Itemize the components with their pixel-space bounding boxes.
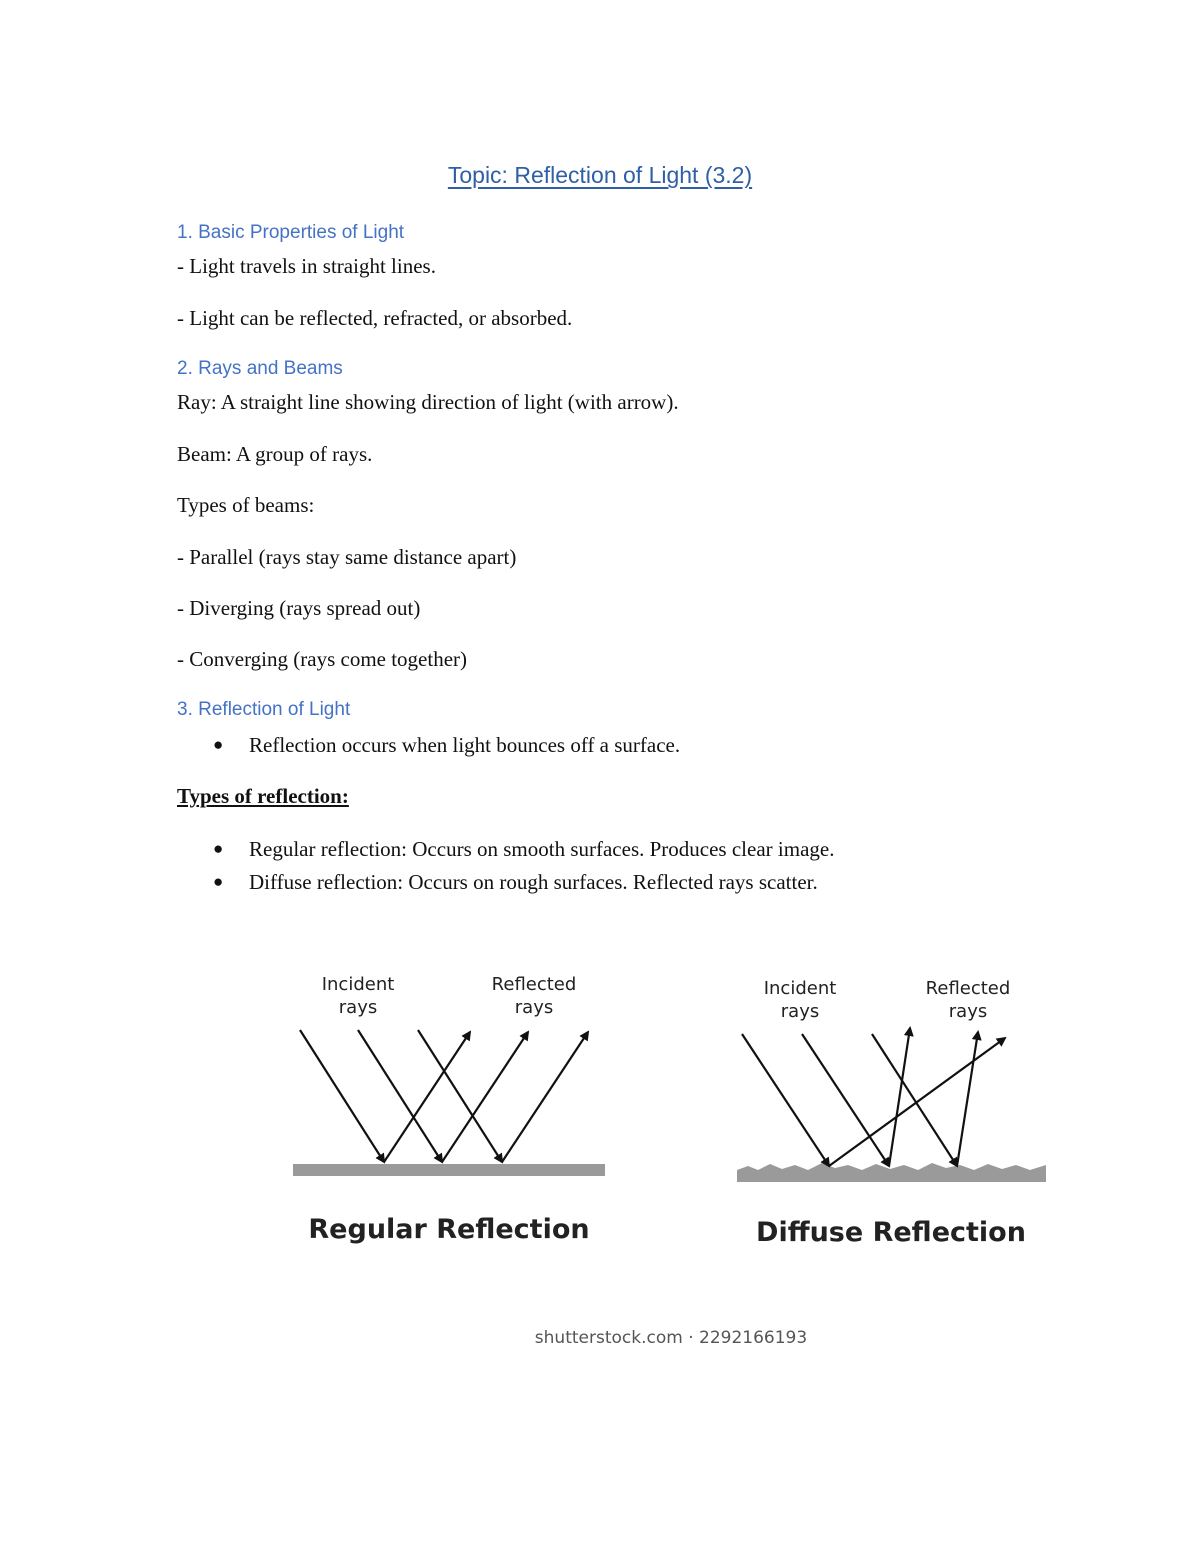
reflected-ray [957,1032,978,1166]
text-line: - Converging (rays come together) [177,647,468,671]
regular-reflected-label: Reflected [491,974,577,995]
bullet-text: Diffuse reflection: Occurs on rough surfaces. Reflected rays scatter. [249,870,818,894]
diffuse-reflection-diagram [737,978,1046,1248]
regular-incident-label: Incident [321,974,395,995]
section-heading-basic-properties: 1. Basic Properties of Light [177,222,405,243]
text-line: Ray: A straight line showing direction of light (with arrow). [177,390,679,414]
bullet-icon: ● [213,872,224,891]
text-line: - Parallel (rays stay same distance apart) [177,545,517,569]
diffuse-reflected-label: Reflected [925,978,1011,999]
reflection-diagram [280,960,1060,1280]
text-line: - Light travels in straight lines. [177,254,436,278]
regular-incident-label-2: rays [338,997,378,1018]
bullet-item [213,733,680,758]
regular-reflection-diagram [293,974,605,1245]
bullet-text: Regular reflection: Occurs on smooth surfaces. Produces clear image. [249,837,835,861]
reflected-ray [384,1032,470,1162]
bullet-icon: ● [213,735,224,754]
text-line: Beam: A group of rays. [177,442,373,466]
section-heading-reflection: 3. Reflection of Light [177,699,351,720]
bullet-item [213,870,818,895]
diffuse-incident-label-2: rays [780,1001,820,1022]
bullet-text: Reflection occurs when light bounces off a surface. [249,733,681,757]
text-line: - Light can be reflected, refracted, or absorbed. [177,306,573,330]
smooth-surface [293,1164,605,1176]
rough-surface [737,1163,1046,1182]
incident-ray [872,1034,957,1166]
reflected-ray [829,1038,1005,1166]
text-line: - Diverging (rays spread out) [177,596,421,620]
watermark: shutterstock.com · 2292166193 [534,1328,808,1348]
diffuse-reflected-label-2: rays [948,1001,988,1022]
bullet-item [213,837,834,862]
subheading-types-of-reflection: Types of reflection: [177,784,349,808]
text-line: Types of beams: [177,493,315,517]
page-title: Topic: Reflection of Light (3.2) [447,162,753,188]
diffuse-incident-label: Incident [763,978,837,999]
regular-reflection-caption: Regular Reflection [308,1214,590,1245]
regular-reflected-label-2: rays [514,997,554,1018]
section-heading-rays-beams: 2. Rays and Beams [177,358,343,379]
diffuse-reflection-caption: Diffuse Reflection [756,1217,1026,1248]
bullet-icon: ● [213,839,224,858]
reflected-ray [889,1028,910,1166]
